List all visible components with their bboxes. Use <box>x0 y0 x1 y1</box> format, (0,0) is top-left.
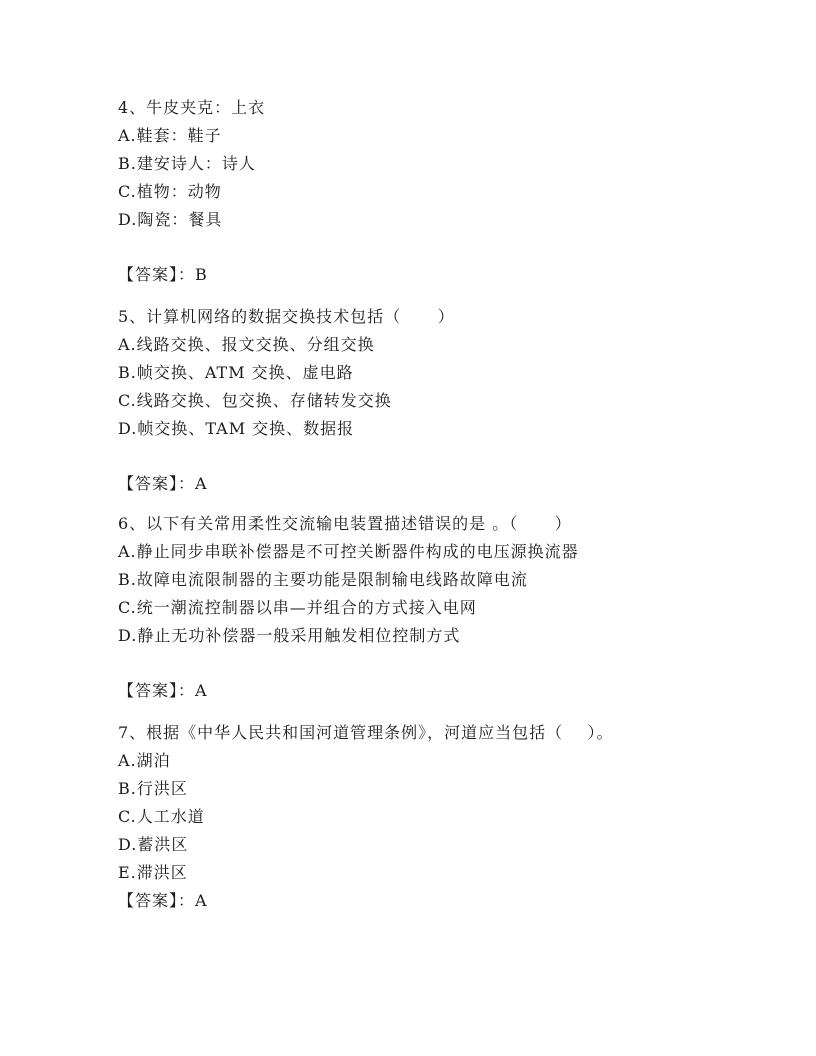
question-5-option-d: D.帧交换、TAM 交换、数据报 <box>118 419 355 438</box>
question-4-option-d: D.陶瓷：餐具 <box>118 210 223 229</box>
question-7-answer: 【答案】：A <box>118 891 208 910</box>
question-6-option-c: C.统一潮流控制器以串—并组合的方式接入电网 <box>118 598 477 617</box>
question-6-option-b: B.故障电流限制器的主要功能是限制输电线路故障电流 <box>118 570 528 589</box>
question-5-option-c: C.线路交换、包交换、存储转发交换 <box>118 391 392 410</box>
question-5-option-b: B.帧交换、ATM 交换、虚电路 <box>118 363 354 382</box>
question-7-option-d: D.蓄洪区 <box>118 835 189 854</box>
question-5-answer: 【答案】：A <box>118 474 208 493</box>
question-6-answer: 【答案】：A <box>118 681 208 700</box>
question-4-option-b: B.建安诗人：诗人 <box>118 154 256 173</box>
question-6-option-d: D.静止无功补偿器一般采用触发相位控制方式 <box>118 626 461 645</box>
question-7-option-b: B.行洪区 <box>118 779 188 798</box>
question-5-option-a: A.线路交换、报文交换、分组交换 <box>118 335 375 354</box>
question-7-option-c: C.人工水道 <box>118 807 205 826</box>
question-7-option-e: E.滞洪区 <box>118 863 188 882</box>
question-6-stem: 6、以下有关常用柔性交流输电装置描述错误的是 。（ ） <box>118 514 572 533</box>
question-4-option-a: A.鞋套：鞋子 <box>118 126 222 145</box>
question-7-option-a: A.湖泊 <box>118 751 171 770</box>
question-4-stem: 4、牛皮夹克：上衣 <box>118 98 266 117</box>
question-6-option-a: A.静止同步串联补偿器是不可控关断器件构成的电压源换流器 <box>118 542 579 561</box>
question-5-stem: 5、计算机网络的数据交换技术包括（ ） <box>118 307 455 326</box>
question-7-stem: 7、根据《中华人民共和国河道管理条例》，河道应当包括（ ）。 <box>118 723 614 742</box>
question-4-answer: 【答案】：B <box>118 265 208 284</box>
question-4-option-c: C.植物：动物 <box>118 182 222 201</box>
